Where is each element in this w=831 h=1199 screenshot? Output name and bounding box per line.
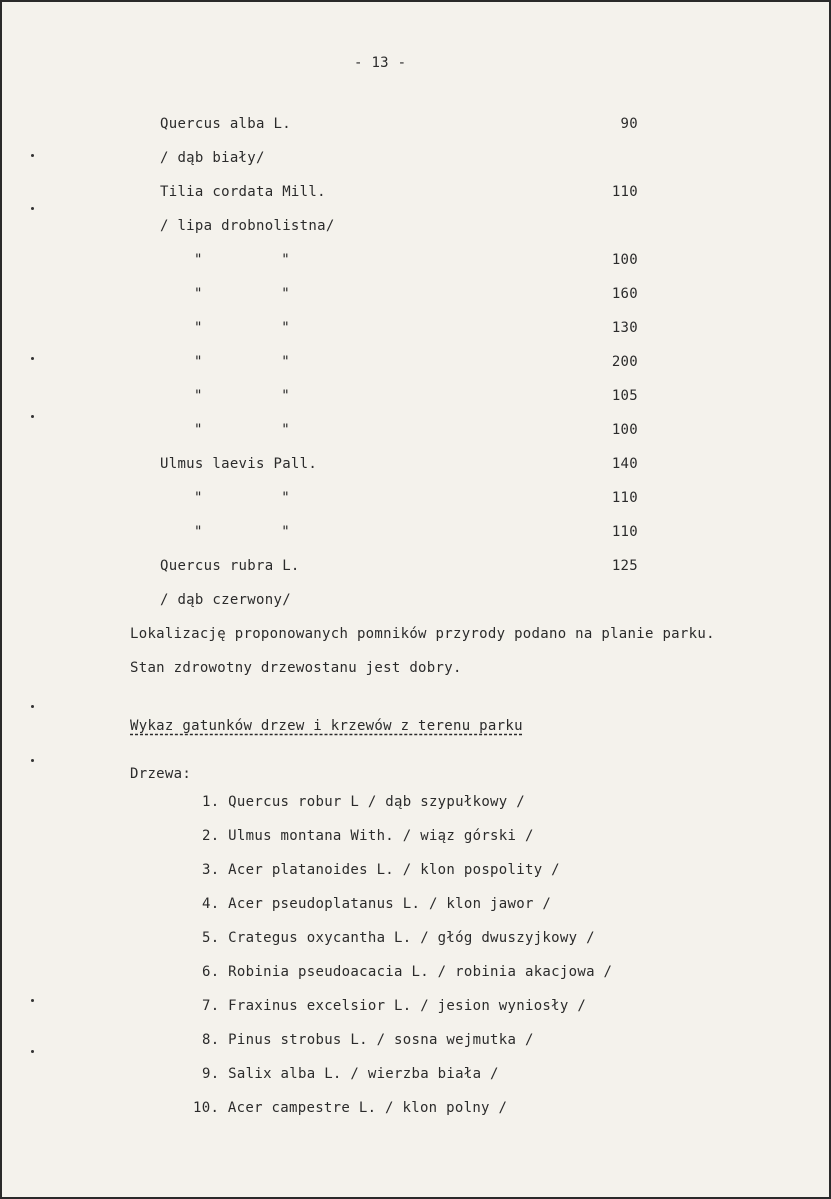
margin-mark [31,154,34,157]
table-row-ditto: " " [194,524,291,540]
page-number: - 13 - [354,55,407,71]
table-row-value: 130 [611,320,638,336]
table-row-ditto: " " [194,490,291,506]
subheading-trees: Drzewa: [130,766,192,782]
table-row-ditto: " " [194,422,291,438]
list-item: 5. Crategus oxycantha L. / głóg dwuszyjkowy / [202,930,595,946]
table-row-name: Tilia cordata Mill. [160,184,326,200]
table-row-ditto: " " [194,286,291,302]
list-item: 6. Robinia pseudoacacia L. / robinia akacjowa / [202,964,613,980]
table-row-ditto: " " [194,354,291,370]
margin-mark [31,1050,34,1053]
margin-mark [31,705,34,708]
table-row-value: 100 [611,252,638,268]
table-row-value: 90 [620,116,638,132]
list-item: 7. Fraxinus excelsior L. / jesion wyniosły / [202,998,587,1014]
paragraph-health: Stan zdrowotny drzewostanu jest dobry. [130,660,462,676]
table-row-value: 110 [611,524,638,540]
list-item: 1. Quercus robur L / dąb szypułkowy / [202,794,525,810]
table-row-value: 125 [611,558,638,574]
margin-mark [31,207,34,210]
table-row-value: 110 [611,490,638,506]
table-row-name: Ulmus laevis Pall. [160,456,318,472]
table-row-name: / dąb biały/ [160,150,265,166]
table-row-value: 160 [611,286,638,302]
table-row-value: 100 [611,422,638,438]
table-row-ditto: " " [194,252,291,268]
margin-mark [31,759,34,762]
list-item: 9. Salix alba L. / wierzba biała / [202,1066,499,1082]
margin-mark [31,415,34,418]
table-row-value: 140 [611,456,638,472]
list-item: 4. Acer pseudoplatanus L. / klon jawor / [202,896,552,912]
table-row-ditto: " " [194,388,291,404]
list-item: 3. Acer platanoides L. / klon pospolity / [202,862,560,878]
table-row-name: / dąb czerwony/ [160,592,291,608]
section-heading: Wykaz gatunków drzew i krzewów z terenu parku [130,718,523,734]
table-row-name: Quercus alba L. [160,116,291,132]
table-row-name: Quercus rubra L. [160,558,300,574]
list-item: 10. Acer campestre L. / klon polny / [193,1100,508,1116]
list-item: 2. Ulmus montana With. / wiąz górski / [202,828,534,844]
table-row-ditto: " " [194,320,291,336]
table-row-value: 200 [611,354,638,370]
table-row-value: 105 [611,388,638,404]
margin-mark [31,999,34,1002]
table-row-value: 110 [611,184,638,200]
margin-mark [31,357,34,360]
table-row-name: / lipa drobnolistna/ [160,218,335,234]
document-page [2,2,829,1197]
list-item: 8. Pinus strobus L. / sosna wejmutka / [202,1032,534,1048]
paragraph-location: Lokalizację proponowanych pomników przyrody podano na planie parku. [130,626,715,642]
